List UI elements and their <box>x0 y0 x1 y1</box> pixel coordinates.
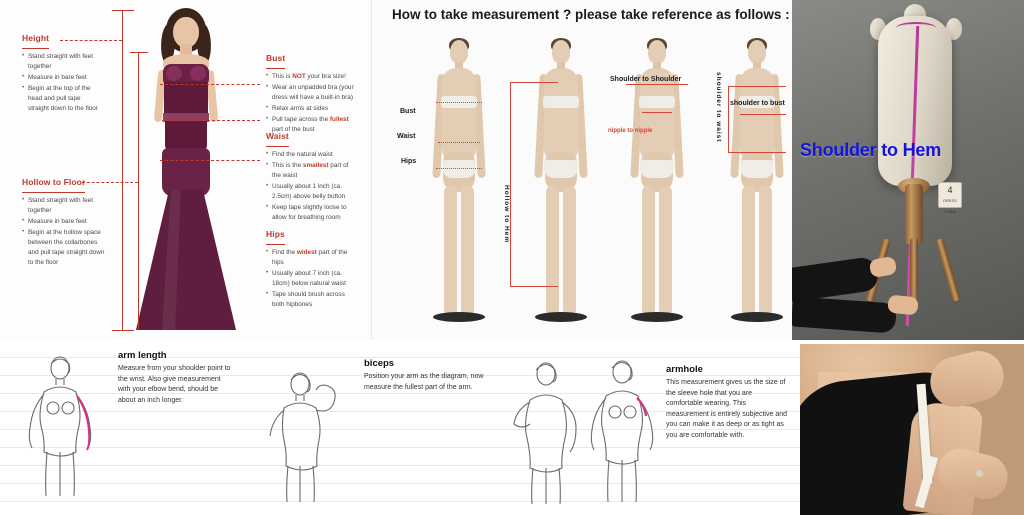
person-hand-lower <box>887 294 919 315</box>
dress-form-stand <box>905 184 923 244</box>
callout-item: • This is the smallest part of the waist <box>266 161 358 181</box>
callout-item: • Keep tape slightly loose to allow for breathing room <box>266 203 358 223</box>
mannequin-leg-right <box>759 186 772 314</box>
callout-item: • Stand straight with feet together <box>22 196 108 216</box>
waist-measure-line <box>438 142 480 143</box>
hips-tape-line <box>160 160 260 161</box>
mannequin-shoulder-to-waist <box>720 40 794 330</box>
mannequin-leg-left <box>642 186 655 314</box>
mannequin-brief <box>442 160 476 178</box>
dress-ruffle-bodice <box>163 64 209 84</box>
panel-dress-callouts <box>0 0 372 340</box>
mannequin-brief <box>740 160 774 178</box>
callout-hollow-to-floor <box>22 172 108 268</box>
shoulder-to-bust-cap <box>740 114 786 115</box>
callout-item: • Pull tape across the fullest part of the bust <box>266 115 358 135</box>
mannequin-base <box>535 312 587 322</box>
mannequin-shoulder-to-shoulder <box>620 40 694 330</box>
callout-item: • Relax arms at sides <box>266 104 358 114</box>
callout-item: • Wear an unpadded bra (your dress will have a built-in bra) <box>266 83 358 103</box>
note-armhole <box>666 364 788 441</box>
hollow-top-cap <box>130 52 148 53</box>
mannequin-base <box>433 312 485 322</box>
photo-ring <box>976 470 983 477</box>
callout-item: • Find the widest part of the hips <box>266 248 358 268</box>
label-shoulder-to-bust: shoulder to bust <box>730 100 785 107</box>
bust-measure-line <box>436 102 482 103</box>
label-waist: Waist <box>397 133 416 140</box>
panel-dress-form-photo <box>792 0 1024 340</box>
mannequin-leg-right <box>563 186 576 314</box>
note-arm-length <box>118 350 234 406</box>
waist-tape-line <box>162 120 260 121</box>
hips-measure-line <box>436 168 482 169</box>
note-biceps <box>364 358 488 393</box>
note-biceps-text: Position your arm as the diagram, now measure the fullest part of the arm. <box>364 373 484 391</box>
shoulder-cap-line <box>728 86 786 87</box>
callout-item: • This is NOT your bra size! <box>266 72 358 82</box>
mannequin-leg-right <box>461 186 474 314</box>
hollow-to-hem-line <box>510 82 511 286</box>
figure-arm-length <box>14 352 106 502</box>
callout-item: • Usually about 7 inch (ca. 18cm) below natural waist <box>266 269 358 289</box>
label-bust: Bust <box>400 108 416 115</box>
shoulder-to-hem-caption: Shoulder to Hem <box>800 140 942 160</box>
photo-armhole-measurement <box>800 344 1024 515</box>
mannequin-leg-left <box>546 186 559 314</box>
mannequin-bandeau <box>543 96 579 108</box>
dress-model-illustration <box>132 8 240 330</box>
mannequin-bust-waist-hips <box>422 40 496 330</box>
height-guide-line <box>122 10 123 330</box>
nipple-to-nipple-line <box>642 112 672 113</box>
mannequin-torso <box>442 68 476 160</box>
mannequin-leg-right <box>659 186 672 314</box>
callout-hollow-to-floor-title: Hollow to Floor <box>22 177 86 187</box>
mannequin-brief <box>640 160 674 178</box>
callout-height-list <box>22 52 102 114</box>
callout-hips-list <box>266 248 358 310</box>
callout-item: • Measure in bare feet <box>22 73 102 83</box>
callout-item: • Find the natural waist <box>266 150 358 160</box>
mannequin-brief <box>544 160 578 178</box>
dress-skirt <box>136 190 236 330</box>
hollow-to-hem-bottom-cap <box>510 286 558 287</box>
mannequin-head <box>748 40 766 64</box>
callout-item: • Begin at the top of the head and pull tape straight down to the floor <box>22 84 102 114</box>
mannequin-base <box>631 312 683 322</box>
label-hollow-to-hem: Hollow to Hem <box>503 185 510 244</box>
callout-hips-title: Hips <box>266 229 285 239</box>
figure-armhole <box>578 356 668 506</box>
mannequin-head <box>450 40 468 64</box>
note-arm-length-title: arm length <box>118 350 167 361</box>
label-nipple-to-nipple: nipple to nipple <box>608 128 653 134</box>
callout-bust <box>266 48 358 136</box>
size-tag-sub: DRESS FORM <box>943 199 957 214</box>
callout-bust-title: Bust <box>266 53 286 63</box>
mannequin-leg-left <box>444 186 457 314</box>
callout-item: • Usually about 1 inch (ca. 2.5cm) above belly button <box>266 182 358 202</box>
note-arm-length-text: Measure from your shoulder point to the wrist. Also give measurement with your elbow bend, should be about an inch longer. <box>118 365 231 404</box>
dress-waist-cinch <box>165 121 207 151</box>
callout-hips <box>266 224 358 311</box>
note-armhole-title: armhole <box>666 364 703 375</box>
label-hips: Hips <box>401 158 417 165</box>
dress-form-size-tag <box>938 182 962 214</box>
mannequin-panel-title: How to take measurement ? please take reference as follows : <box>392 7 790 22</box>
hollow-to-floor-guide-line <box>138 52 139 330</box>
mannequin-leg-left <box>742 186 755 314</box>
mannequin-base <box>731 312 783 322</box>
dress-form-leg <box>910 238 918 302</box>
size-tag-number: 4 <box>947 185 953 195</box>
height-bottom-cap <box>112 330 134 331</box>
mannequin-head <box>552 40 570 64</box>
callout-waist-list <box>266 150 358 222</box>
figure-biceps-pose <box>256 366 352 506</box>
callout-height <box>22 28 102 115</box>
label-shoulder-to-shoulder: Shoulder to Shoulder <box>610 76 682 83</box>
callout-item: • Measure in bare feet <box>22 217 108 227</box>
note-armhole-text: This measurement gives us the size of the sleeve hole that you are comfortable wearing. This measurement is entirely subjective and you can make it as deep or as tight as you are comfortable with. <box>666 379 788 439</box>
mannequin-head <box>648 40 666 64</box>
callout-item: • Stand straight with feet together <box>22 52 102 72</box>
callout-waist <box>266 126 358 223</box>
callout-item: • Tape should brush across both hipbones <box>266 290 358 310</box>
note-biceps-title: biceps <box>364 358 395 369</box>
callout-waist-title: Waist <box>266 131 289 141</box>
mannequin-bandeau <box>639 96 675 108</box>
callout-height-title: Height <box>22 33 50 43</box>
label-shoulder-to-waist: shoulder to waist <box>715 72 722 143</box>
dress-hip-ruching <box>162 148 210 196</box>
shoulder-to-waist-line <box>728 86 729 152</box>
dress-bodice <box>164 82 208 116</box>
waist-cap-line <box>728 152 786 153</box>
callout-hollow-to-floor-list <box>22 196 108 267</box>
shoulder-to-shoulder-line <box>626 84 688 85</box>
callout-item: • Begin at the hollow space between the collarbones and pull tape straight down to the floor <box>22 228 108 268</box>
panel-mannequins <box>372 0 792 340</box>
height-top-cap <box>112 10 134 11</box>
hollow-to-hem-top-cap <box>510 82 558 83</box>
bust-tape-line <box>160 84 260 85</box>
